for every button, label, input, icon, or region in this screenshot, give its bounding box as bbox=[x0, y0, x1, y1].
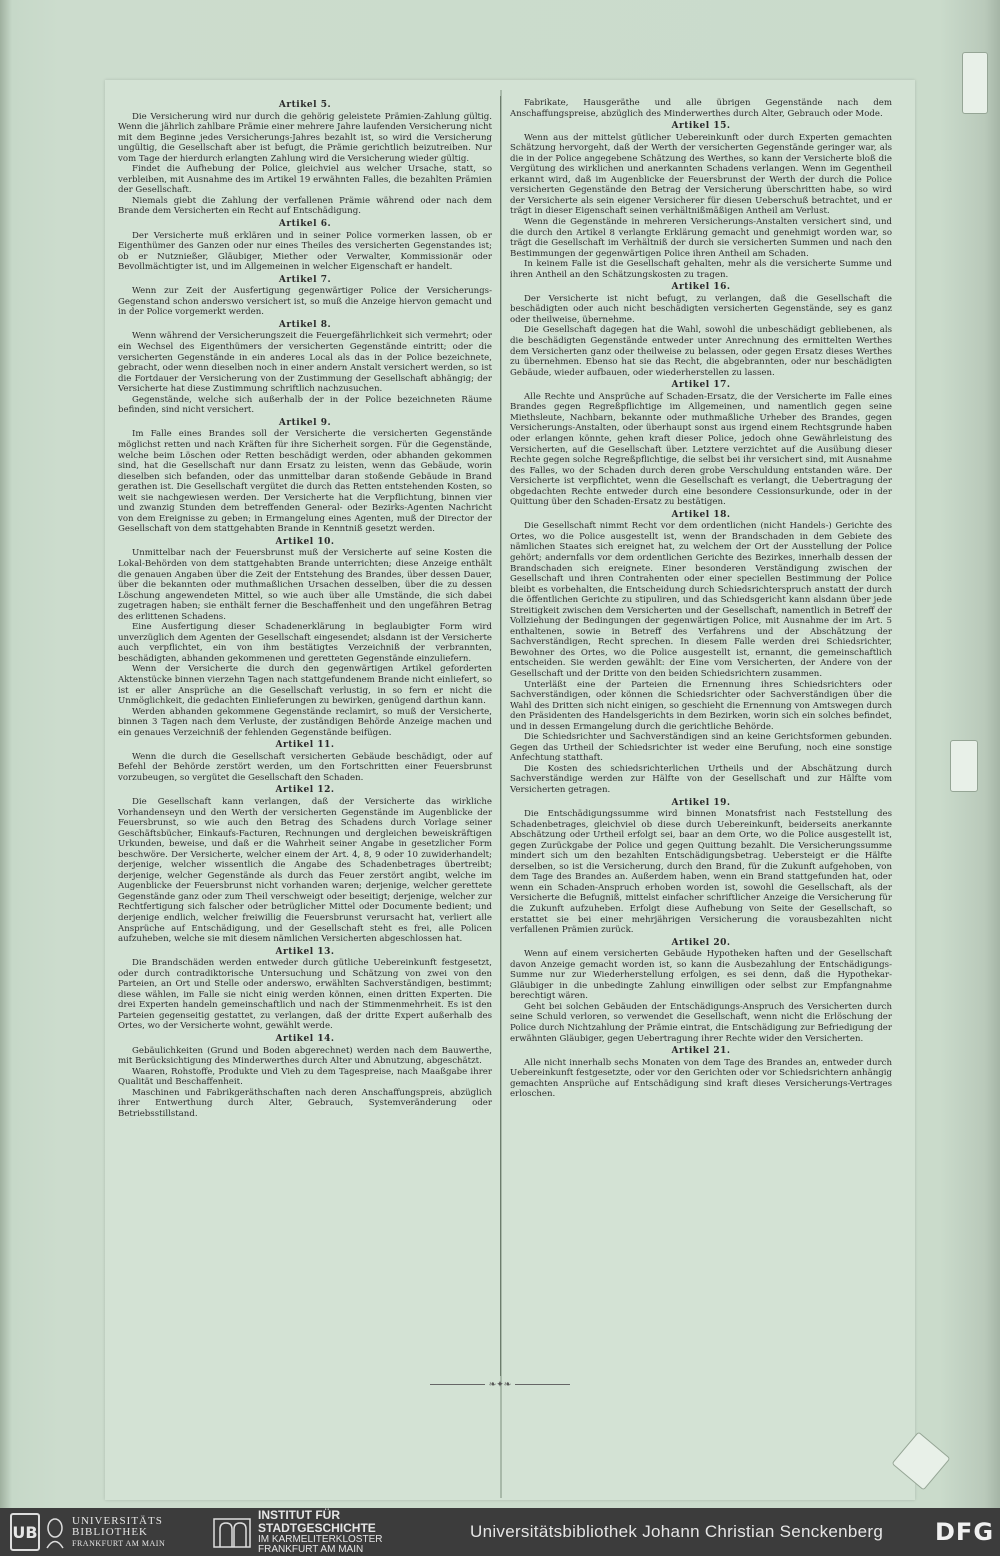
inst-line-3: IM KARMELITERKLOSTER bbox=[258, 1534, 383, 1545]
article-paragraph: Wenn die durch die Gesellschaft versicherten Gebäude beschädigt, oder auf Befehl der Behörde zerstört werden, um den Fortschritten einer Feuersbrunst vorzubeugen, so vergütet die Gesellschaft den Schaden. bbox=[118, 751, 492, 783]
article-paragraph: Waaren, Rohstoffe, Produkte und Vieh zu dem Tagespreise, nach Maaßgabe ihrer Qualität und Beschaffenheit. bbox=[118, 1066, 492, 1088]
article-paragraph: Gegenstände, welche sich außerhalb der in der Police bezeichneten Räume befinden, sind nicht versichert. bbox=[118, 394, 492, 416]
article-paragraph: Wenn während der Versicherungszeit die Feuergefährlichkeit sich vermehrt; oder ein Wechsel des Eigenthümers der versicherten Gegenstände eintritt; oder die versicherten Gegenstände in ein anderes Local als das in der Police bezeichnete, gebracht, oder wenn dieselben noch in einer andern Anstalt versichert werden, so ist die Fortdauer der Versicherung von der Zustimmung der Gesellschaft abhängig; der Versicherte hat diese Zustimmung schriftlich nachzusuchen. bbox=[118, 331, 492, 395]
ub-text bbox=[72, 1516, 165, 1549]
library-name[interactable]: Universitätsbibliothek Johann Christian Senckenberg bbox=[470, 1522, 884, 1541]
column-divider bbox=[500, 96, 501, 1376]
article-paragraph: Die Kosten des schiedsrichterlichen Urtheils und der Abschätzung durch Sachverständige werden zur Hälfte von der Gesellschaft und zur Hälfte vom Versicherten getragen. bbox=[510, 763, 892, 795]
article-title: Artikel 21. bbox=[671, 1046, 731, 1057]
article-paragraph: Im Falle eines Brandes soll der Versicherte die versicherten Gegenstände möglichst retten und nach Kräften für ihre Sicherheit sorgen. Für die Gegenstände, welche beim Löschen oder Retten beschädigt werden, oder abhanden gekommen sind, hat die Gesellschaft nur dann Ersatz zu leisten, wenn das Gebäude, worin dieselben sich befanden, oder das unmittelbar daran stoßende Gebäude in Brand gerathen ist. Die Gesellschaft vergütet die durch das Retten entstehenden Kosten, so weit sie nachgewiesen werden. Der Versicherte hat die Verpflichtung, binnen vier und zwanzig Stunden dem betreffenden General- oder Bezirks-Agenten Nachricht von dem Ereignisse zu geben; in Ermangelung eines Agenten, muß der Director der Gesellschaft von dem stattgehabten Brande in Kenntniß gesetzt werden. bbox=[118, 429, 492, 535]
article-title: Artikel 19. bbox=[671, 797, 731, 808]
article-paragraph: Wenn der Versicherte die durch den gegenwärtigen Artikel geforderten Aktenstücke binnen vierzehn Tagen nach stattgefundenem Brande nicht einliefert, so ist er aller Ansprüche an die Gesellschaft verlustig, in so fern er nicht die Unmöglichkeit, die gedachten Einlieferungen zu bewirken, genügend darthun kann. bbox=[118, 664, 492, 707]
right-column bbox=[510, 98, 892, 1100]
inst-line-1: INSTITUT FÜR bbox=[258, 1508, 340, 1522]
article-title: Artikel 5. bbox=[278, 100, 332, 110]
article-paragraph: Gebäulichkeiten (Grund und Boden abgerechnet) werden nach dem Bauwerthe, mit Berücksichtigung des Minderwerthes durch Alter und Abnutzung, abgeschätzt. bbox=[118, 1045, 492, 1067]
article-paragraph: Die Brandschäden werden entweder durch gütliche Uebereinkunft festgesetzt, oder durch contradiktorische Untersuchung und Schätzung von zwei von den Parteien, an Ort und Stelle oder anderswo, erwählten Sachverständigen, bestimmt; diese wählen, im Falle sie nicht einig werden können, einen dritten Experten. Die drei Experten handeln gemeinschaftlich und nach der Stimmenmehrheit. Es ist den Parteien gegenseitig gestattet, zu verlangen, daß der dritte Expert außerhalb des Ortes, wo der Versicherte wohnt, gewählt werde. bbox=[118, 958, 492, 1032]
article-paragraph: Die Gesellschaft kann verlangen, daß der Versicherte das wirkliche Vorhandenseyn und den Werth der versicherten Gegenstände im Augenblicke der Feuersbrunst, so wie auch den Betrag des Schadens durch Vorlage seiner Geschäftsbücher, Einkaufs-Facturen, Rechnungen und dergleichen beweiskräftigen Urkunden, beweise, und daß er die Wahrheit seiner Angabe in gesetzlicher Form beschwöre. Der Versicherte, welcher einem der Art. 4, 8, 9 oder 10 zuwiderhandelt; derjenige, welcher wissentlich die Angabe des Schadenbetrages übertreibt; derjenige, welcher Gegenstände als durch das Feuer zerstört angibt, welche im Augenblicke der Feuersbrunst nicht vorhanden waren; derjenige, welcher gerettete Gegenstände ganz oder zum Theil verschweigt oder beseitigt; derjenige, welcher zur Rechtfertigung sich falscher oder betrüglicher Mittel oder Documente bedient; und derjenige endlich, welcher freiwillig die Feuersbrunst verursacht hat, verliert alle Ansprüche auf Entschädigung, und der Gesellschaft steht es frei, alle Policen aufzuheben, welche sie mit diesem nämlichen Versicherten abgeschlossen hat. bbox=[118, 797, 492, 945]
edge-tab-top-right bbox=[962, 52, 988, 114]
article-paragraph: Fabrikate, Hausgeräthe und alle übrigen Gegenstände nach dem Anschaffungspreise, abzüglich des Minderwerthes durch Alter, Gebrauch oder Mode. bbox=[510, 98, 892, 119]
article-title: Artikel 17. bbox=[671, 380, 731, 391]
ub-line-3: FRANKFURT AM MAIN bbox=[72, 1538, 166, 1548]
article-title: Artikel 14. bbox=[275, 1034, 335, 1045]
left-column bbox=[118, 98, 492, 1119]
article-paragraph: Wenn auf einem versicherten Gebäude Hypotheken haften und der Gesellschaft davon Anzeige gemacht worden ist, so kann die Ausbezahlung der Entschädigungs-Summe nur zur Wiederherstellung erfolgen, es sei denn, daß die Hypothekar-Gläubiger in die unbedingte Zahlung einwilligen oder selbst zur Empfangnahme berechtigt wären. bbox=[510, 949, 892, 1002]
ub-mark: UB bbox=[10, 1513, 40, 1551]
article-paragraph: Niemals giebt die Zahlung der verfallenen Prämie während oder nach dem Brande dem Versicherten ein Recht auf Entschädigung. bbox=[118, 195, 492, 217]
article-title: Artikel 13. bbox=[275, 946, 335, 957]
dfg-logo[interactable]: DFG bbox=[935, 1518, 995, 1546]
article-paragraph: In keinem Falle ist die Gesellschaft gehalten, mehr als die versicherte Summe und ihren Antheil an den Schätzungskosten zu tragen. bbox=[510, 259, 892, 280]
footer-bar bbox=[0, 1508, 1000, 1556]
article-paragraph: Der Versicherte ist nicht befugt, zu verlangen, daß die Gesellschaft die beschädigten oder auch nicht beschädigten versicherten Gegenstände, sey es ganz oder theilweise, übernehme. bbox=[510, 293, 892, 325]
article-paragraph: Findet die Aufhebung der Police, gleichviel aus welcher Ursache, statt, so verbleiben, mit Ausnahme des im Artikel 19 erwähnten Falles, die bezahlten Prämien der Gesellschaft. bbox=[118, 164, 492, 196]
article-paragraph: Eine Ausfertigung dieser Schadenerklärung in beglaubigter Form wird unverzüglich dem Agenten der Gesellschaft eingesendet; alsdann ist der Versicherte auch verpflichtet, ein von ihm bestätigtes Verzeichniß der verbrannten, beschädigten, abhanden gekommenen und geretteten Gegenstände einzuliefern. bbox=[118, 622, 492, 664]
institute-logo[interactable] bbox=[212, 1508, 412, 1556]
article-paragraph: Die Schiedsrichter und Sachverständigen sind an keine Gerichtsformen gebunden. Gegen das Urtheil der Schiedsrichter ist weder eine Berufung, noch eine sonstige Anfechtung statthaft. bbox=[510, 732, 892, 764]
article-paragraph: Alle Rechte und Ansprüche auf Schaden-Ersatz, die der Versicherte im Falle eines Brandes gegen Regreßpflichtige im Allgemeinen, und namentlich gegen seine Miethsleute, Nachbarn, bekannte oder muthmaßliche Urheber des Brandes, gegen Versicherungs-Anstalten, oder überhaupt sonst aus irgend einem Rechtsgrunde haben oder erlangen könnte, gehen kraft dieser Police, jedoch ohne Gewährleistung des Versicherten, auf die Gesellschaft über. Letztere verzichtet auf die Ausübung dieser Rechte gegen solche Regreßpflichtige, die selbst bei ihr versichert sind, mit Ausnahme des Falles, wo der Schaden durch deren grobe Verschuldung entstanden wäre. Der Versicherte ist verpflichtet, wenn die Gesellschaft es verlangt, die Uebertragung der obgedachten Rechte entweder durch eine besondere Cessionsurkunde, oder in der Quittung über den Schaden-Ersatz zu bestätigen. bbox=[510, 391, 892, 508]
ub-line-2: BIBLIOTHEK bbox=[72, 1525, 148, 1538]
article-paragraph: Maschinen und Fabrikgeräthschaften nach deren Anschaffungspreis, abzüglich ihrer Entwerthung durch Alter, Gebrauch, Systemveränderung oder Betriebsstillstand. bbox=[118, 1087, 492, 1119]
article-paragraph: Die Entschädigungssumme wird binnen Monatsfrist nach Feststellung des Schadenbetrages, gleichviel ob diese durch Uebereinkunft, beiderseits anerkannte Abschätzung oder Urtheil erfolgt sei, baar an dem Orte, wo die Police ausgestellt ist, gegen Zurückgabe der Police und gegen Quittung bezahlt. Die Versicherungssumme mindert sich um den bezahlten Entschädigungsbetrag. Uebersteigt er die Hälfte derselben, so ist die Versicherung, durch den Brand, für die Zukunft aufgehoben, von dem Tage des Brandes an. Außerdem haben, wenn ein Brand stattgefunden hat, oder wenn ein Schaden-Anspruch erhoben worden ist, sowohl die Gesellschaft, als der Versicherte die Befugniß, mittelst einfacher schriftlicher Anzeige die Versicherung für die Zukunft aufzuheben. Erfolgt diese Aufhebung von Seite der Gesellschaft, so erstattet sie bei einer mehrjährigen Versicherung die vorausbezahlten nicht verfallenen Prämien zurück. bbox=[510, 809, 892, 936]
ub-line-1: UNIVERSITÄTS bbox=[72, 1514, 163, 1527]
article-paragraph: Der Versicherte muß erklären und in seiner Police vormerken lassen, ob er Eigenthümer des Ganzen oder nur eines Theiles des versicherten Gegenstandes ist; ob er Nutznießer, Gläubiger, Miether oder Verwalter, Kommissionär oder Bevollmächtigter ist, und im Allgemeinen in welcher Eigenschaft er handelt. bbox=[118, 230, 492, 273]
institute-text bbox=[258, 1509, 382, 1555]
article-paragraph: Wenn die Gegenstände in mehreren Versicherungs-Anstalten versichert sind, und die durch den Artikel 8 verlangte Erklärung gemacht und genehmigt worden war, so trägt die Gesellschaft im Verhältniß der durch sie versicherten Summen und nach den Bestimmungen der gegenwärtigen Police ihren Antheil am Schaden. bbox=[510, 217, 892, 259]
inst-line-4: FRANKFURT AM MAIN bbox=[258, 1544, 364, 1555]
article-paragraph: Die Gesellschaft nimmt Recht vor dem ordentlichen (nicht Handels-) Gerichte des Ortes, wo die Police ausgestellt ist, wenn der Brandschaden in dem Gebiete des nämlichen Staates sich ereignet hat, zu welchem der Ort der Ausstellung der Police gehört; andernfalls vor dem ordentlichen Gerichte des Bezirkes, innerhalb dessen der Brandschaden sich ereignete. Einer besonderen Verständigung zwischen der Gesellschaft und ihren Contrahenten oder einer speciellen Bestimmung der Police bleibt es vorbehalten, die Entscheidung durch Schiedsrichterspruch anstatt der durch die öffentlichen Gerichte zu stipuliren, und das Schiedsgericht kann alsdann über jede Streitigkeit zwischen dem Versicherten und der Gesellschaft, namentlich in Betreff der Vollziehung der Bedingungen der gegenwärtigen Police, mit Ausnahme der im Art. 5 enthaltenen, sowie in Betreff des Verfahrens und der Abschätzung der Sachverständigen, Recht sprechen. In diesem Falle werden drei Schiedsrichter, Bewohner des Ortes, wo die Police ausgestellt ist, ernannt, die gemeinschaftlich entscheiden. Sie werden gewählt: der Eine vom Versicherten, der Andere von der Gesellschaft und der Dritte von den beiden Schiedsrichtern zusammen. bbox=[510, 521, 892, 679]
ub-logo[interactable] bbox=[10, 1508, 210, 1556]
end-ornament: ❧✦❧ bbox=[420, 1380, 580, 1390]
article-title: Artikel 10. bbox=[275, 536, 335, 547]
goethe-portrait-icon bbox=[44, 1515, 66, 1549]
article-paragraph: Alle nicht innerhalb sechs Monaten von dem Tage des Brandes an, entweder durch Uebereinkunft festgesetzte, oder vor den Gerichten oder vor Schiedsrichtern anhängig gemachten Ansprüche auf Entschädigung sind kraft dieses Versicherungs-Vertrages erloschen. bbox=[510, 1057, 892, 1100]
building-icon bbox=[212, 1515, 252, 1549]
article-paragraph: Die Gesellschaft dagegen hat die Wahl, sowohl die unbeschädigt gebliebenen, als die beschädigten Gegenstände entweder unter Anrechnung des ermittelten Werthes dem Versicherten ganz oder theilweise zu belassen, oder gegen Ersatz dieses Werthes zu übernehmen. Ebenso hat sie das Recht, die abgebrannten, oder nur beschädigten Gebäude, wieder aufbauen, oder wiederherstellen zu lassen. bbox=[510, 325, 892, 378]
article-title: Artikel 20. bbox=[671, 937, 731, 948]
article-title: Artikel 15. bbox=[671, 121, 731, 132]
article-title: Artikel 8. bbox=[278, 319, 332, 330]
article-paragraph: Wenn aus der mittelst gütlicher Uebereinkunft oder durch Experten gemachten Schätzung hervorgeht, daß der Werth der versicherten Gegenstände geringer war, als die in der Police angegebene Schätzung des Werthes, so kann der Versicherte bloß die Vergütung des wirklichen und anerkannten Schadens verlangen. Wenn im Gegentheil erkannt wird, daß im Augenblicke der Feuersbrunst der Werth der durch die Police versicherten Gegenstände den Betrag der Versicherung überschritten habe, so wird der Versicherte als sein eigener Versicherer für diesen Ueberschuß betrachtet, und er trägt in dieser Eigenschaft seinen verhältnißmäßigen Antheil am Verlust. bbox=[510, 132, 892, 217]
article-title: Artikel 16. bbox=[671, 282, 731, 293]
article-title: Artikel 7. bbox=[278, 274, 332, 285]
edge-tab-right bbox=[950, 740, 978, 792]
article-title: Artikel 6. bbox=[278, 219, 332, 230]
article-paragraph: Werden abhanden gekommene Gegenstände reclamirt, so muß der Versicherte, binnen 3 Tagen nach dem Verluste, der zuständigen Behörde Anzeige machen und ein genaues Verzeichniß der fehlenden Gegenstände beifügen. bbox=[118, 706, 492, 738]
article-title: Artikel 12. bbox=[275, 785, 335, 796]
article-paragraph: Geht bei solchen Gebäuden der Entschädigungs-Anspruch des Versicherten durch seine Schuld verloren, so verwendet die Gesellschaft, wenn nicht die Erlöschung der Police durch Nichtzahlung der Prämie eintrat, die Entschädigung zur Befriedigung der erwähnten Gläubiger, gegen Uebertragung ihrer Rechte wider den Versicherten. bbox=[510, 1001, 892, 1044]
article-paragraph: Unterläßt eine der Parteien die Ernennung ihres Schiedsrichters oder Sachverständigen, oder können die Schiedsrichter oder Sachverständigen über die Wahl des Dritten sich nicht einigen, so geschieht die Ernennung von Amtswegen durch den Präsidenten des Handelsgerichts in dem Bezirken, worin sich ein solches befindet, und in dessen Ermangelung durch die gerichtliche Behörde. bbox=[510, 679, 892, 732]
article-title: Artikel 11. bbox=[275, 740, 335, 751]
article-paragraph: Unmittelbar nach der Feuersbrunst muß der Versicherte auf seine Kosten die Lokal-Behörden von dem stattgehabten Brande unterrichten; diese Anzeige enthält die genauen Angaben über die Zeit der Entstehung des Brandes, über dessen Dauer, über die bekannten oder muthmaßlichen Ursachen desselben, über die zu dessen Löschung angewendeten Mittel, so wie auch über alle Umstände, die sich dabei zugetragen haben; sie enthält ferner die Beschaffenheit und den ungefähren Betrag des erlittenen Schadens. bbox=[118, 548, 492, 622]
article-paragraph: Die Versicherung wird nur durch die gehörig geleistete Prämien-Zahlung gültig. Wenn die jährlich zahlbare Prämie einer mehrere Jahre laufenden Versicherung nicht mit dem Beginne jedes Versicherungs-Jahres bezahlt ist, so wird die Versicherung ungültig, die Gesellschaft aber ist befugt, die Prämie gerichtlich beizutreiben. Nur vom Tage der hierdurch erlangten Zahlung wird die Versicherung wieder gültig. bbox=[118, 111, 492, 164]
article-paragraph: Wenn zur Zeit der Ausfertigung gegenwärtiger Police der Versicherungs-Gegenstand schon anderswo versichert ist, so muß die Anzeige hiervon gemacht und in der Police vorgemerkt werden. bbox=[118, 286, 492, 318]
article-title: Artikel 18. bbox=[671, 509, 731, 520]
article-title: Artikel 9. bbox=[278, 417, 332, 428]
inst-line-2: STADTGESCHICHTE bbox=[258, 1521, 376, 1535]
